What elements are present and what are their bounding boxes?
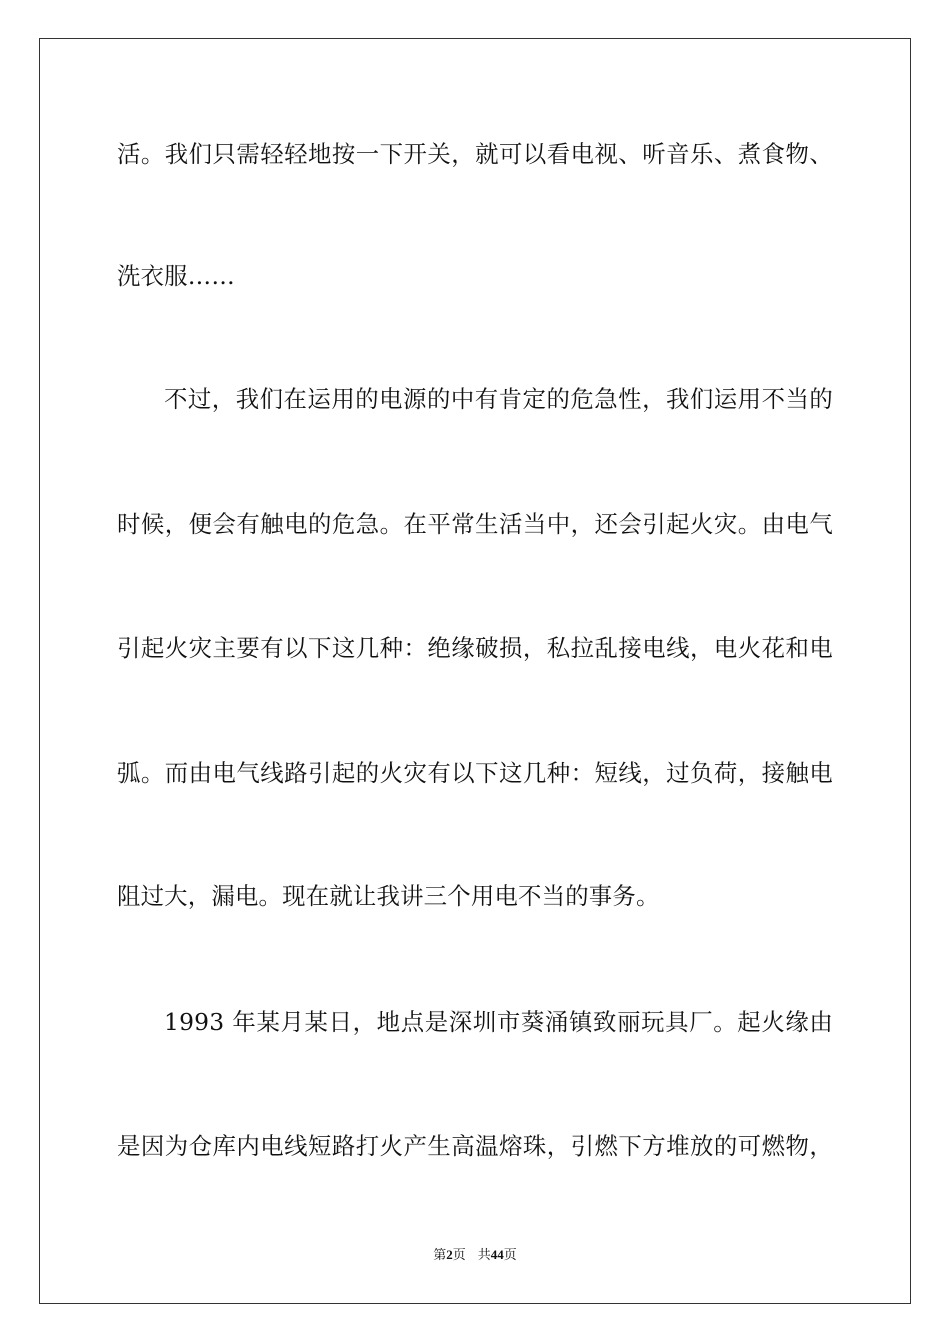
total-prefix: 共 [477,1247,491,1262]
page-suffix: 页 [452,1247,466,1262]
text-line-7: 阻过大，漏电。现在就让我讲三个用电不当的事务。 [117,882,660,910]
text-line-5: 引起火灾主要有以下这几种：绝缘破损，私拉乱接电线，电火花和电 [117,634,833,662]
page-prefix: 第 [433,1247,447,1262]
paragraph-start-line: 不过，我们在运用的电源的中有肯定的危急性，我们运用不当的 [164,385,833,413]
text-line-1: 活。我们只需轻轻地按一下开关，就可以看电视、听音乐、煮食物、 [117,140,833,168]
page-border [39,38,911,1304]
total-suffix: 页 [503,1247,517,1262]
text-line-6: 弧。而由电气线路引起的火灾有以下这几种：短线，过负荷，接触电 [117,759,833,787]
paragraph-start-line-2: 1993 年某月某日，地点是深圳市葵涌镇致丽玩具厂。起火缘由 [164,1008,833,1036]
text-line-9: 是因为仓库内电线短路打火产生高温熔珠，引燃下方堆放的可燃物， [117,1132,833,1160]
total-pages: 44 [490,1247,504,1262]
text-line-2: 洗衣服…… [117,262,235,290]
text-line-4: 时候，便会有触电的危急。在平常生活当中，还会引起火灾。由电气 [117,510,833,538]
page-footer [0,1246,950,1264]
page-number: 2 [446,1247,453,1262]
